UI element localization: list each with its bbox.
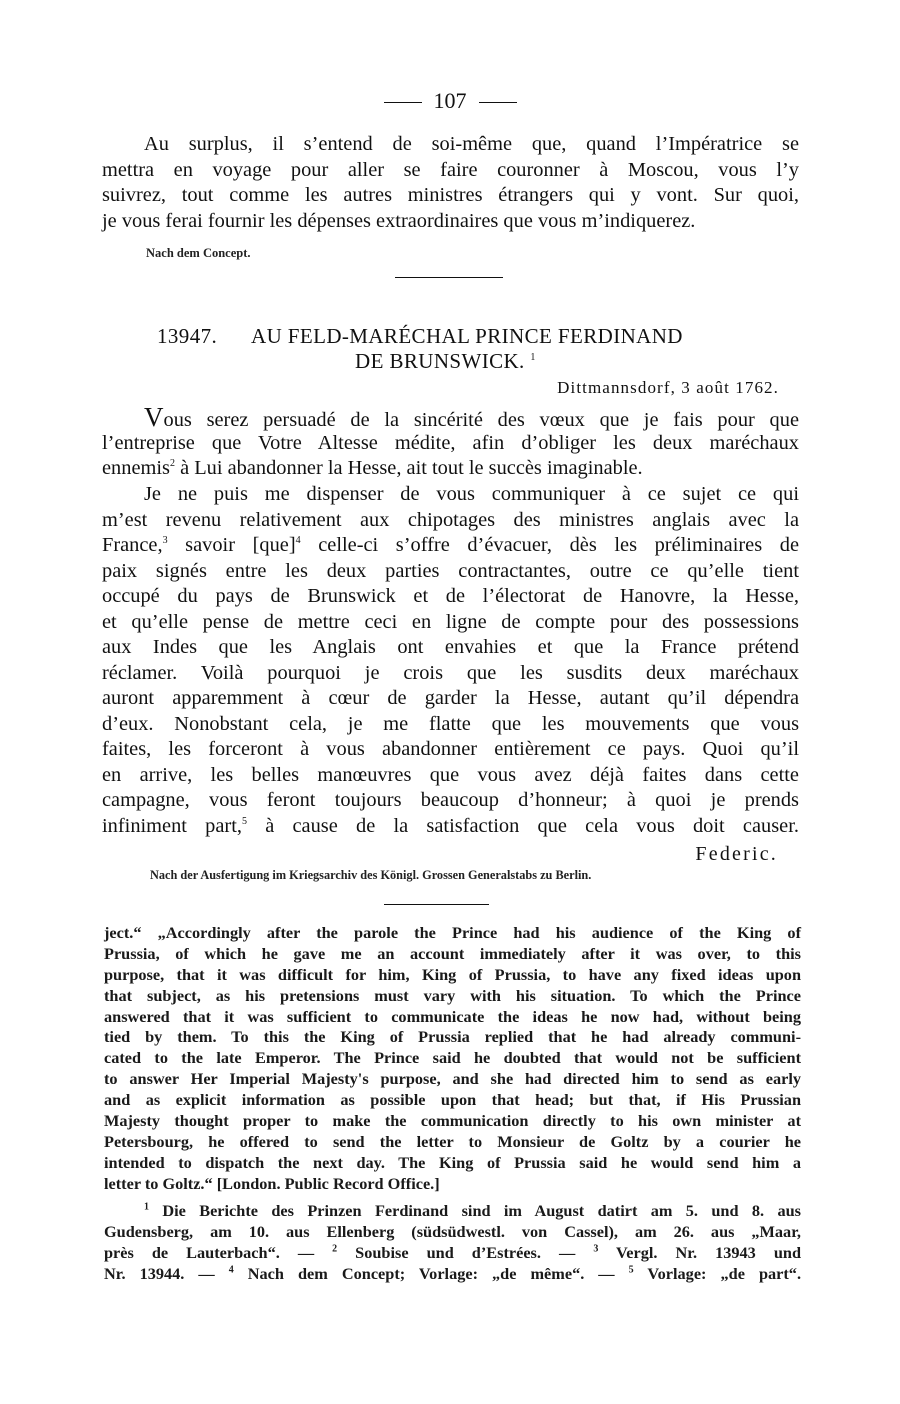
word-ennemis: ennemis [102, 457, 170, 479]
text-line: suivrez, tout comme les autres ministres étrangers qui y vont. Sur quoi, [102, 184, 799, 206]
footnote-marker: 1 [530, 352, 536, 363]
text-line: en arrive, les belles manœuvres que vous avez déjà faites dans cette [102, 763, 799, 786]
previous-letter-source-note: Nach dem Concept. [146, 246, 251, 260]
footnote-continuation [104, 923, 801, 1195]
text-line: paix signés entre les deux parties contractantes, outre ce qu’elle tient [102, 559, 799, 582]
footnote-marker: 5 [628, 1264, 634, 1276]
text-line: campagne, vous feront toujours beaucoup d’honneur; à quoi je prends [102, 789, 799, 811]
footnote-text: Nach dem Concept; Vorlage: „de même“. — [247, 1263, 615, 1283]
page-number: 107 [433, 88, 467, 113]
footnote-marker: 4 [228, 1264, 234, 1276]
footnote-line: Prussia, of which he gave me an account immediately after it was over, to this [104, 943, 801, 963]
text-segment: savoir [que] [185, 534, 296, 556]
footnote-line: that subject, as his pretensions must vary with his situation. To which the Prince [104, 985, 801, 1005]
previous-letter-paragraph [102, 132, 799, 234]
letter-title-line1: AU FELD-MARÉCHAL PRINCE FERDINAND [251, 324, 683, 348]
text-line: et qu’elle pense de mettre ceci en ligne de compte pour des possessions [102, 610, 799, 633]
footnote-marker: 2 [169, 458, 175, 470]
page-number-left-dash [384, 102, 422, 103]
footnote-line: and as explicit information as possible upon that head; but that, if His Prussian [104, 1090, 801, 1110]
footnote-line: tied by them. To this the King of Prussia replied that he had already communi- [104, 1027, 801, 1047]
text-line: je vous ferai fournir les dépenses extraordinaires que vous m’indiquerez. [102, 209, 696, 232]
footnote-marker: 3 [162, 535, 168, 547]
letter-paragraph-1 [102, 402, 799, 482]
footnote-line [104, 1201, 801, 1222]
footnote-text: Soubise und d’Estrées. — [355, 1242, 576, 1262]
letter-paragraph-2 [102, 482, 799, 839]
text-line: occupé du pays de Brunswick et de l’électorat de Hanovre, la Hesse, [102, 585, 799, 607]
letter-source-note: Nach der Ausfertigung im Kriegsarchiv des Königl. Grossen Generalstabs zu Berlin. [150, 868, 592, 882]
text-line [102, 814, 799, 840]
text-line: d’eux. Nonobstant cela, je me flatte que les mouvements que vous [102, 712, 799, 735]
footnote-line: intended to dispatch the next day. The King of Prussia said he would send him a [104, 1152, 801, 1172]
text-line: réclamer. Voilà pourquoi je crois que les susdits deux maréchaux [102, 661, 799, 684]
footnote-text: Vergl. Nr. 13943 und [616, 1242, 802, 1262]
footnote-line: ject.“ „Accordingly after the parole the Prince had his audience of the King of [104, 923, 801, 942]
text-line: l’entreprise que Votre Altesse médite, afin d’obliger les deux maréchaux [102, 431, 799, 454]
text-segment: à cause de la satisfaction que cela vous doit causer. [265, 814, 799, 837]
footnote-line: answered that it was sufficient to communicate the ideas he now had, without being [104, 1006, 801, 1026]
text-line-rest: ous serez persuadé de la sincérité des vœux que je fais pour que [163, 409, 799, 431]
footnote-text: Nr. 13944. — [104, 1263, 215, 1283]
footnote-text: près de Lauterbach“. — [104, 1242, 315, 1262]
place-date: Dittmannsdorf, 3 août 1762. [557, 378, 779, 397]
text-line: faites, les forceront à vous abandonner entièrement ce pays. Quoi qu’il [102, 738, 799, 760]
text-line: aux Indes que les Anglais ont envahies et que la France prétend [102, 636, 799, 658]
initial-letter: V [144, 402, 164, 432]
footnote-marker: 1 [144, 1201, 149, 1213]
footnote-text: Die Berichte des Prinzen Ferdinand sind im August datirt am 5. und 8. aus [162, 1201, 801, 1220]
footnote-text: Vorlage: „de part“. [647, 1263, 802, 1283]
text-segment: infiniment part, [102, 814, 242, 837]
footnote-line: purpose, that it was difficult for him, King of Prussia, to have any fixed ideas upon [104, 964, 801, 984]
footnote-marker: 5 [241, 815, 247, 827]
text-line [102, 402, 799, 432]
text-line [102, 533, 799, 559]
page-number-line [0, 88, 900, 114]
footnote-line: to answer Her Imperial Majesty's purpose, and she had directed him to send as early [104, 1069, 801, 1089]
text-line: auront apparemment à cœur de garder la Hesse, autant qu’il dépendra [102, 687, 799, 709]
footnote-line: Petersbourg, he offered to send the letter to Monsieur de Goltz by a courier he [104, 1131, 801, 1151]
letter-number: 13947. [157, 324, 218, 348]
signature: Federic. [695, 843, 778, 865]
section-divider [395, 277, 503, 278]
page-number-right-dash [479, 102, 517, 103]
footnote-line [104, 1243, 801, 1264]
footnotes [104, 1201, 801, 1285]
text-line: Je ne puis me dispenser de vous communiquer à ce sujet ce qui [144, 483, 799, 505]
footnote-line: Majesty thought proper to make the communication directly to his own minister at [104, 1111, 801, 1131]
text-line [102, 456, 799, 482]
footnote-marker: 3 [593, 1243, 599, 1255]
text-line-rest: à Lui abandonner la Hesse, ait tout le succès imaginable. [180, 457, 643, 479]
footnote-line: cated to the late Emperor. The Prince said he doubted that would not be sufficient [104, 1048, 801, 1068]
letter-title-line2 [355, 349, 536, 374]
text-line: Au surplus, il s’entend de soi-même que, quand l’Impératrice se [144, 133, 799, 155]
letter-title-line2-text: DE BRUNSWICK. [355, 349, 525, 373]
text-line: m’est revenu relativement aux chipotages des ministres anglais avec la [102, 508, 799, 531]
footnote-divider [384, 904, 489, 905]
footnote-line: Gudensberg, am 10. aus Ellenberg (südsüdwestl. von Cassel), am 26. aus „Maar, [104, 1221, 801, 1241]
footnote-line: letter to Goltz.“ [London. Public Record Office.] [104, 1173, 440, 1193]
footnote-line [104, 1264, 801, 1285]
text-segment: France, [102, 534, 163, 556]
text-segment: celle-ci s’offre d’évacuer, dès les préliminaires de [318, 534, 799, 556]
footnote-marker: 4 [295, 535, 301, 547]
footnote-marker: 2 [332, 1243, 338, 1255]
text-line: mettra en voyage pour aller se faire couronner à Moscou, vous l’y [102, 158, 799, 181]
